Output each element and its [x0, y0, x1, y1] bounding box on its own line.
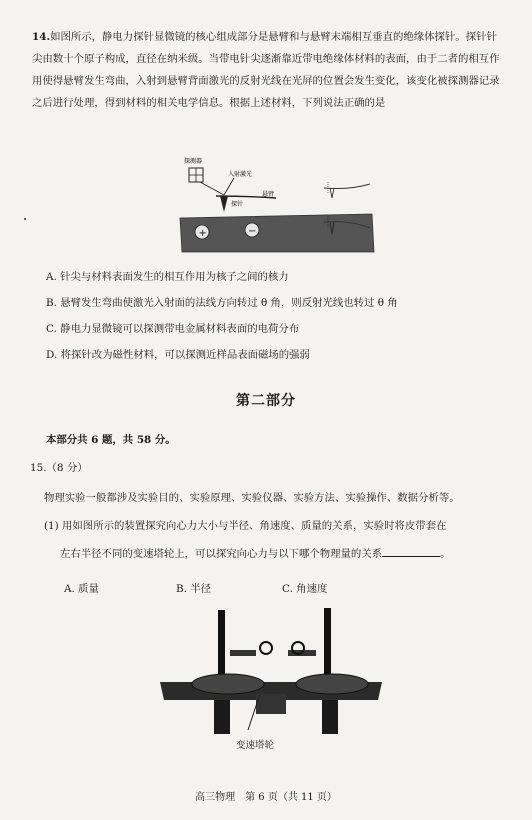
left-post	[218, 610, 225, 674]
choice-c: C. 角速度	[282, 583, 328, 595]
centripetal-apparatus	[156, 604, 386, 744]
laser-label: 入射激光	[228, 171, 253, 178]
probe-label: 探针	[231, 201, 244, 208]
charge-plus: +	[198, 228, 207, 239]
option-d: D. 将探针改为磁性材料，可以探测近样品表面磁场的强弱	[46, 349, 310, 361]
section-title: 第二部分	[236, 393, 296, 409]
cantilever-label: 悬臂	[262, 191, 275, 198]
question-15-part1-line2	[60, 546, 500, 562]
part1-end: 。	[440, 548, 451, 560]
question-14-number: 14.	[32, 31, 51, 43]
reflected-laser	[200, 182, 224, 195]
detector-label: 探测器	[184, 158, 203, 165]
pointer-line	[240, 694, 270, 734]
option-a: A. 针尖与材料表面发生的相互作用为核子之间的核力	[46, 271, 289, 283]
right-post	[324, 608, 331, 676]
charge-minus: −	[248, 226, 257, 237]
apparatus-label: 变速塔轮	[236, 740, 275, 751]
left-tower-wheel	[192, 674, 264, 694]
probe-tip	[220, 196, 228, 212]
question-14-stem	[32, 26, 502, 114]
answer-blank	[382, 546, 440, 557]
option-c: C. 静电力显微镜可以探测带电金属材料表面的电荷分布	[46, 323, 300, 335]
incident-laser	[224, 178, 234, 195]
page-footer: 高三物理 第 6 页（共 11 页）	[195, 792, 337, 803]
section-intro: 本部分共 6 题，共 58 分。	[46, 434, 176, 446]
part1-text: 左右半径不同的变速塔轮上，可以探究向心力与以下哪个物理量的关系	[60, 548, 383, 560]
question-15-header: 15.（8 分）	[30, 462, 88, 474]
option-b: B. 悬臂发生弯曲使激光入射面的法线方向转过 θ 角，则反射光线也转过 θ 角	[46, 297, 398, 309]
right-tower-wheel	[296, 674, 368, 694]
question-14-text: 如图所示，静电力探针显微镜的核心组成部分是悬臂和与悬臂末端相互垂直的绝缘体探针。探针针尖由数十个原子构成，直径在纳米级。当带电针尖逐渐靠近带电绝缘体材料的表面，由于二者的相互作用使得悬臂发生弯曲，入射到悬臂背面激光的反射光线在光屏的位置会发生变化，该变化被探测器记录之后进行处理，得到材料的相关电学信息。根据上述材料，下列说法正确的是	[32, 31, 500, 109]
bent-cantilever-diagram	[320, 180, 380, 244]
question-15-intro: 物理实验一般都涉及实验目的、实验原理、实验仪器、实验方法、实验操作、数据分析等。	[44, 492, 460, 504]
question-15-part1-line1: (1) 用如图所示的装置探究向心力大小与半径、角速度、质量的关系，实验时将皮带套在	[44, 520, 447, 532]
margin-dot	[24, 218, 26, 220]
choice-a: A. 质量	[64, 583, 99, 595]
choice-b: B. 半径	[176, 583, 212, 595]
